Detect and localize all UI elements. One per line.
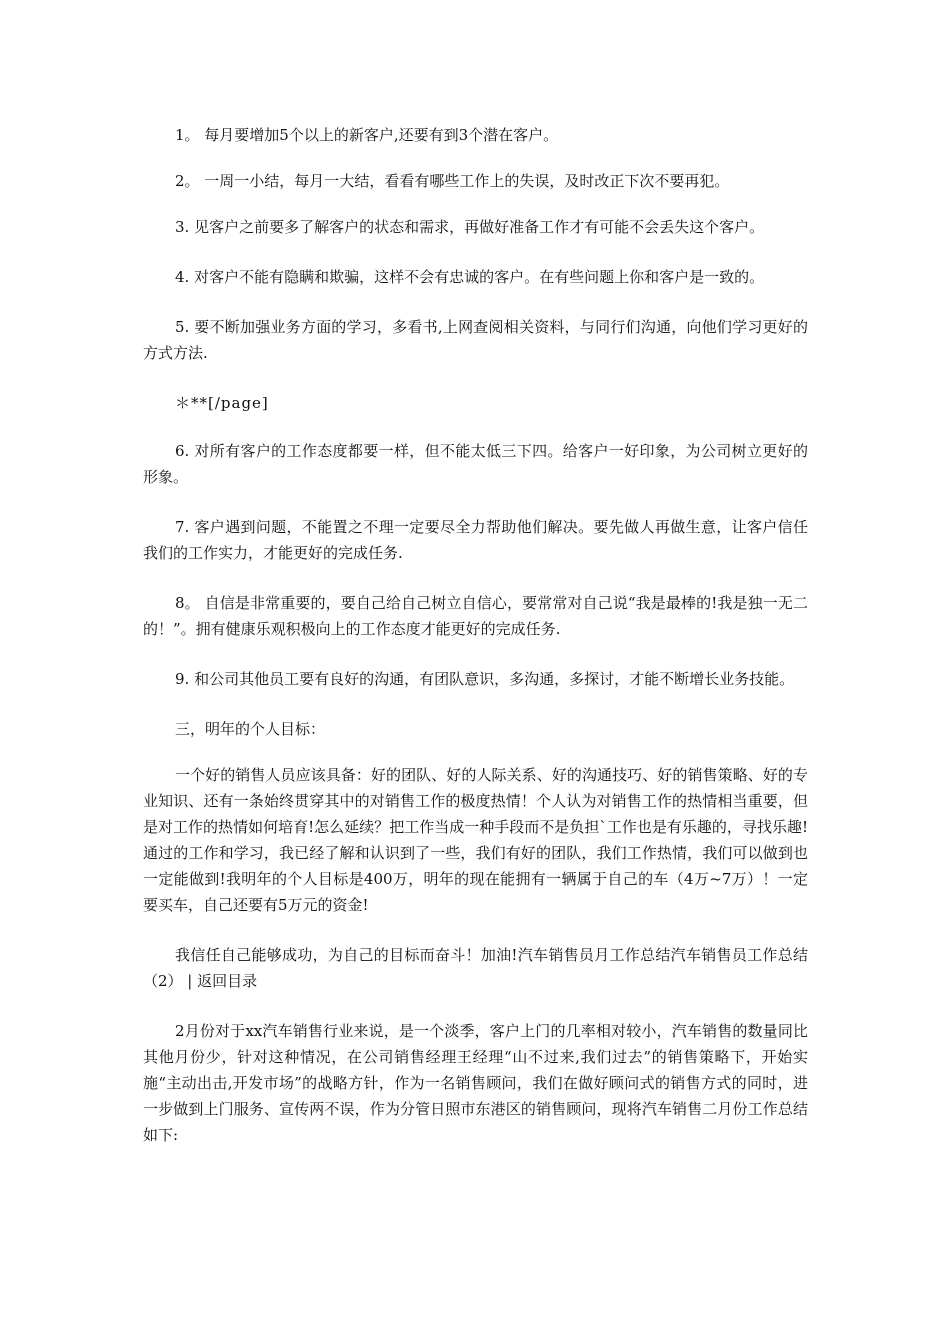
goal-item-8: 8。 自信是非常重要的，要自己给自己树立自信心，要常常对自己说“我是最棒的!我是独一无二的！”。拥有健康乐观积极向上的工作态度才能更好的完成任务. [143, 594, 808, 638]
goal-item-5: 5. 要不断加强业务方面的学习，多看书,上网查阅相关资料，与同行们沟通，向他们学习更好的方式方法. [143, 318, 808, 362]
february-summary-paragraph: 2月份对于xx汽车销售行业来说，是一个淡季，客户上门的几率相对较小，汽车销售的数量同比其他月份少，针对这种情况，在公司销售经理王经理“山不过来,我们过去”的销售策略下，开始实施“主动出击,开发市场”的战略方针，作为一名销售顾问，我们在做好顾问式的销售方式的同时，进一步做到上门服务、宣传两不误，作为分管日照市东港区的销售顾问，现将汽车销售二月份工作总结如下: [143, 1022, 808, 1144]
personal-goal-paragraph: 一个好的销售人员应该具备：好的团队、好的人际关系、好的沟通技巧、好的销售策略、好的专业知识、还有一条始终贯穿其中的对销售工作的极度热情！个人认为对销售工作的热情相当重要，但是对工作的热情如何培育!怎么延续？把工作当成一种手段而不是负担`工作也是有乐趣的，寻找乐趣!通过的工作和学习，我已经了解和认识到了一些，我们有好的团队，我们工作热情，我们可以做到也一定能做到!我明年的个人目标是400万，明年的现在能拥有一辆属于自己的车（4万~7万）！一定要买车，自己还要有5万元的资金! [143, 766, 808, 914]
page-marker: ＊**[/page] [175, 394, 269, 412]
goal-item-4: 4. 对客户不能有隐瞒和欺骗，这样不会有忠诚的客户。在有些问题上你和客户是一致的。 [175, 268, 765, 286]
goal-item-2: 2。 一周一小结，每月一大结，看看有哪些工作上的失误，及时改正下次不要再犯。 [175, 172, 730, 190]
document-page [143, 122, 808, 1172]
section-heading: 三，明年的个人目标： [175, 720, 326, 738]
goal-item-3: 3. 见客户之前要多了解客户的状态和需求，再做好准备工作才有可能不会丢失这个客户。 [175, 218, 765, 236]
goal-item-1: 1。 每月要增加5个以上的新客户,还要有到3个潜在客户。 [175, 126, 559, 144]
goal-item-6: 6. 对所有客户的工作态度都要一样，但不能太低三下四。给客户一好印象，为公司树立更好的形象。 [143, 442, 808, 486]
closing-paragraph: 我信任自己能够成功，为自己的目标而奋斗！加油!汽车销售员月工作总结汽车销售员工作总结（2） | 返回目录 [143, 946, 808, 990]
goal-item-9: 9. 和公司其他员工要有良好的沟通，有团队意识，多沟通，多探讨，才能不断增长业务技能。 [175, 670, 795, 688]
goal-item-7: 7. 客户遇到问题，不能置之不理一定要尽全力帮助他们解决。要先做人再做生意，让客户信任我们的工作实力，才能更好的完成任务. [143, 518, 808, 562]
